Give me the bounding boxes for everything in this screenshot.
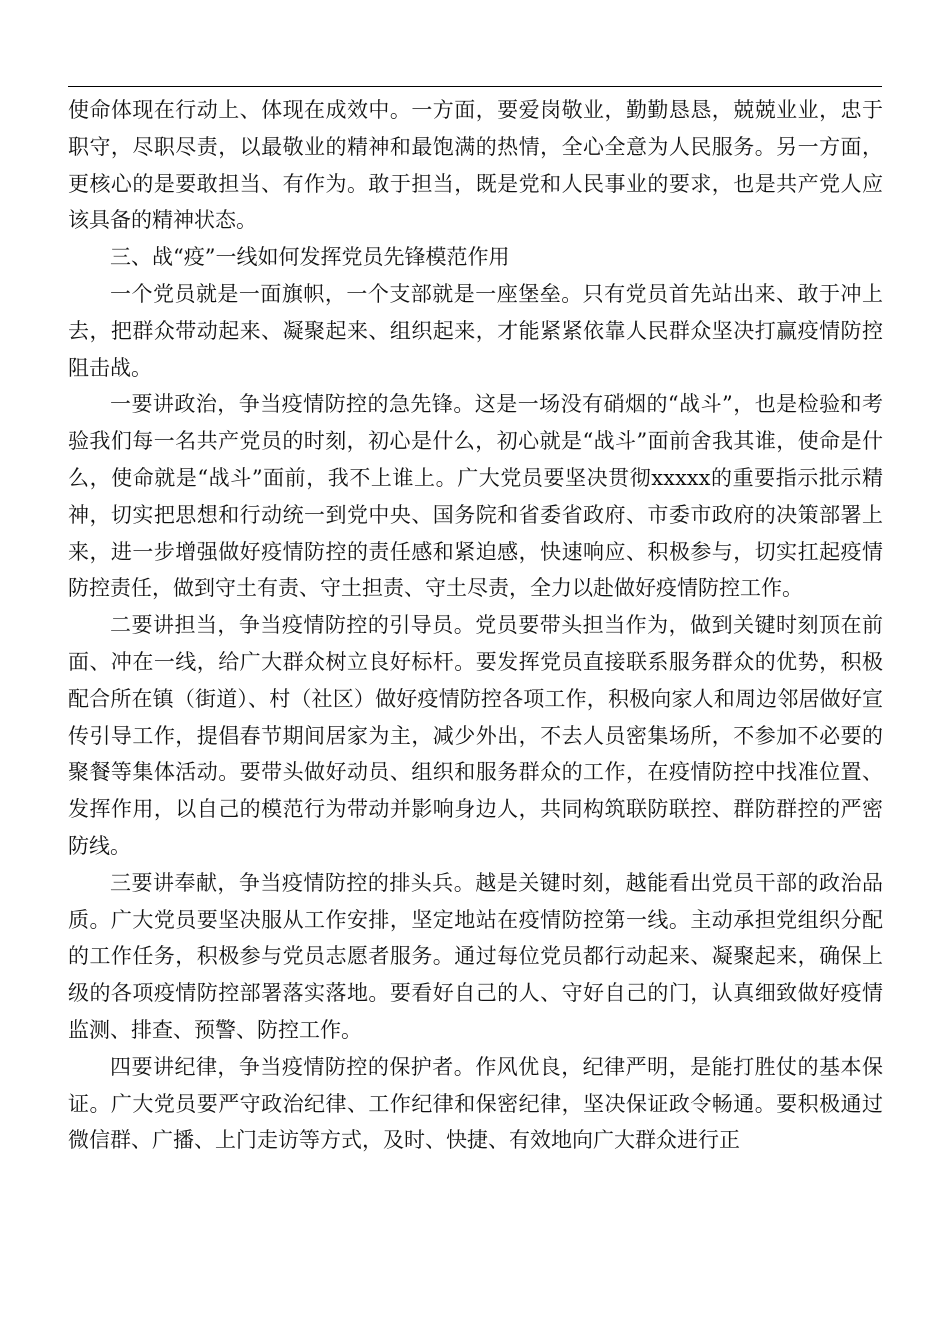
paragraph-dedication: 三要讲奉献，争当疫情防控的排头兵。越是关键时刻，越能看出党员干部的政治品质。广大党员要坚决服从工作安排，坚定地站在疫情防控第一线。主动承担党组织分配的工作任务，积极参与党员志愿者服务。通过每位党员都行动起来、凝聚起来，确保上级的各项疫情防控部署落实落地。要看好自己的人、守好自己的门，认真细致做好疫情监测、排查、预警、防控工作。 xyxy=(68,870,883,1042)
paragraph-politics: 一要讲政治，争当疫情防控的急先锋。这是一场没有硝烟的“战斗”，也是检验和考验我们每一名共产党员的时刻，初心是什么，初心就是“战斗”面前舍我其谁，使命是什么，使命就是“战斗”面前，我不上谁上。广大党员要坚决贯彻xxxxx的重要指示批示精神，切实把思想和行动统一到党中央、国务院和省委省政府、市委市政府的决策部署上来，进一步增强做好疫情防控的责任感和紧迫感，快速响应、积极参与，切实扛起疫情防控责任，做到守土有责、守土担责、守土尽责，全力以赴做好疫情防控工作。 xyxy=(68,392,883,601)
paragraph-continuation: 使命体现在行动上、体现在成效中。一方面，要爱岗敬业，勤勤恳恳，兢兢业业，忠于职守，尽职尽责，以最敬业的精神和最饱满的热情，全心全意为人民服务。另一方面，更核心的是要敢担当、有作为。敢于担当，既是党和人民事业的要求，也是共产党人应该具备的精神状态。 xyxy=(68,98,883,233)
paragraph-responsibility: 二要讲担当，争当疫情防控的引导员。党员要带头担当作为，做到关键时刻顶在前面、冲在一线，给广大群众树立良好标杆。要发挥党员直接联系服务群众的优势，积极配合所在镇（街道）、村（社区）做好疫情防控各项工作，积极向家人和周边邻居做好宣传引导工作，提倡春节期间居家为主，减少外出，不去人员密集场所，不参加不必要的聚餐等集体活动。要带头做好动员、组织和服务群众的工作，在疫情防控中找准位置、发挥作用，以自己的模范行为带动并影响身边人，共同构筑联防联控、群防群控的严密防线。 xyxy=(68,613,883,858)
document-body xyxy=(68,92,883,1159)
header-rule xyxy=(68,86,882,87)
section-heading: 三、战“疫”一线如何发挥党员先锋模范作用 xyxy=(110,245,510,270)
paragraph-intro: 一个党员就是一面旗帜，一个支部就是一座堡垒。只有党员首先站出来、敢于冲上去，把群众带动起来、凝聚起来、组织起来，才能紧紧依靠人民群众坚决打赢疫情防控阻击战。 xyxy=(68,281,883,380)
paragraph-discipline: 四要讲纪律，争当疫情防控的保护者。作风优良，纪律严明，是能打胜仗的基本保证。广大党员要严守政治纪律、工作纪律和保密纪律，坚决保证政令畅通。要积极通过微信群、广播、上门走访等方式，及时、快捷、有效地向广大群众进行正 xyxy=(68,1054,883,1153)
